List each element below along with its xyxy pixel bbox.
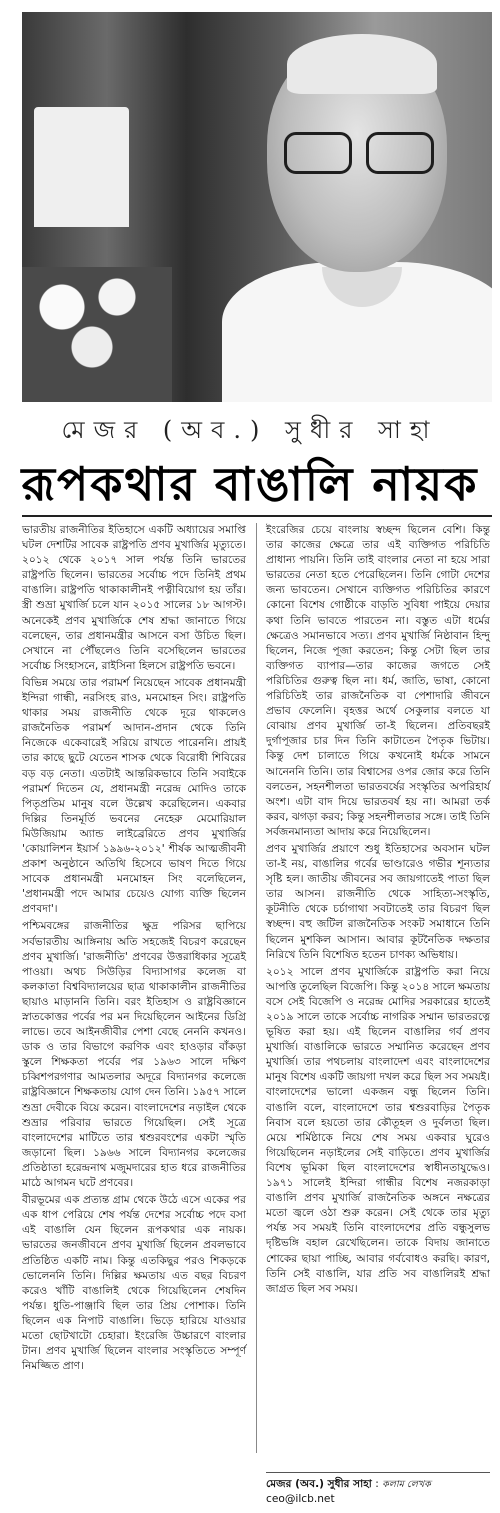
author-box	[266, 1472, 490, 1507]
column-divider	[256, 523, 257, 1453]
author-role: কলাম লেখক	[382, 1479, 431, 1490]
author-email: ceo@ilcb.net	[266, 1493, 335, 1505]
paragraph: ভারতীয় রাজনীতির ইতিহাসে একটি অধ্যায়ের সমাপ্তি ঘটল দেশটির সাবেক রাষ্ট্রপতি প্রণব মুখার্জির মৃত্যুতে। ২০১২ থেকে ২০১৭ সাল পর্যন্ত তিনি ভারতের রাষ্ট্রপতি ছিলেন। ভারতের সর্বোচ্চ পদে তিনিই প্রথম বাঙালি। রাষ্ট্রপতি থাকাকালীনই পত্নীবিয়োগ হয় তাঁর। স্ত্রী শুভ্রা মুখার্জি চলে যান ২০১৫ সালের ১৮ আগস্ট। অনেকেই প্রণব মুখার্জিকে শেষ শ্রদ্ধা জানাতে গিয়ে বলেছেন, তার প্রধানমন্ত্রীর আসনে বসা উচিত ছিল। সেখানে না পৌঁছলেও তিনি বসেছিলেন ভারতের সর্বোচ্চ সিংহাসনে, রাইসিনা হিলসে রাষ্ট্রপতি ভবনে।	[22, 524, 246, 672]
eyeglasses-icon	[284, 132, 434, 170]
author-separator: :	[375, 1478, 383, 1490]
headline-rule	[22, 515, 492, 517]
flower-bouquet-shape	[22, 267, 172, 402]
paragraph: ২০১২ সালে প্রণব মুখার্জিকে রাষ্ট্রপতি করা নিয়ে আপত্তি তুলেছিল বিজেপি। কিন্তু ২০১৪ সালে ক্ষমতায় বসে সেই বিজেপি ও নরেন্দ্র মোদির সরকারের হাতেই ২০১৯ সালে তাকে সর্বোচ্চ নাগরিক সম্মান ভারতরত্নে ভূষিত করা হয়। এই ছিলেন বাঙালির গর্ব প্রণব মুখার্জি। বাঙালিকে ভারতে সম্মানিত করেছেন প্রণব মুখার্জি। তার পথচলায় বাংলাদেশ এবং বাংলাদেশের মানুষ বিশেষ একটি জায়গা দখল করে ছিল সব সময়ই। বাংলাদেশের ভালো একজন বন্ধু ছিলেন তিনি। বাঙালি বলে, বাংলাদেশে তার শ্বশুরবাড়ির পৈতৃক নিবাস বলে হয়তো তার কৌতূহল ও দুর্বলতা ছিল। মেয়ে শর্মিষ্ঠাকে নিয়ে শেষ সময় একবার ঘুরেও গিয়েছিলেন নড়াইলের সেই বাড়িতে। প্রণব মুখার্জির বিশেষ ভূমিকা ছিল বাংলাদেশের স্বাধীনতাযুদ্ধেও। ১৯৭১ সালেই ইন্দিরা গান্ধীর বিশেষ নজরকাড়া বাঙালি প্রণব মুখার্জি রাজনৈতিক অঙ্গনে নক্ষত্রের মতো জ্বলে ওঠা শুরু করেন। সেই থেকে তার মৃত্যু পর্যন্ত সব সময়ই তিনি বাংলাদেশের প্রতি বন্ধুসুলভ দৃষ্টিভঙ্গি বহাল রেখেছিলেন। তাকে বিদায় জানাতে শোকের ছায়া পাচ্ছি, আবার গর্ববোধও করছি। কারণ, তিনি সেই বাঙালি, যার প্রতি সব বাঙালিরই শ্রদ্ধা জাগ্রত ছিল সব সময়।	[266, 965, 490, 1295]
paragraph: বিভিন্ন সময়ে তার পরামর্শ নিয়েছেন সাবেক প্রধানমন্ত্রী ইন্দিরা গান্ধী, নরসিংহ রাও, মনমোহন সিং। রাষ্ট্রপতি থাকার সময় রাজনীতি থেকে দূরে থাকলেও রাজনৈতিক পরামর্শ আদান-প্রদান থেকে তিনি নিজেকে একেবারেই সরিয়ে রাখতে পারেননি। প্রায়ই তার কাছে ছুটে যেতেন শাসক থেকে বিরোধী শিবিরের বড় বড় নেতা। এতটাই আন্তরিকভাবে তিনি সবাইকে পরামর্শ দিতেন যে, প্রধানমন্ত্রী নরেন্দ্র মোদিও তাকে পিতৃপ্রতিম মানুষ বলে উল্লেখ করেছিলেন। একবার দিল্লির তিনমূর্তি ভবনের নেহেরু মেমোরিয়াল মিউজিয়াম অ্যান্ড লাইব্রেরিতে প্রণব মুখার্জির 'কোয়ালিশন ইয়ার্স ১৯৯৬-২০১২' শীর্ষক আত্মজীবনী প্রকাশ অনুষ্ঠানে অতিথি হিসেবে ভাষণ দিতে গিয়ে সাবেক প্রধানমন্ত্রী মনমোহন সিং বলেছিলেন, 'প্রধানমন্ত্রী পদে আমার চেয়েও যোগ্য ব্যক্তি ছিলেন প্রণবদা'।	[22, 676, 246, 916]
article-photo	[22, 12, 492, 402]
article-column-right	[266, 523, 490, 1297]
paragraph: বীরভূমের এক প্রত্যন্ত গ্রাম থেকে উঠে এসে একের পর এক ধাপ পেরিয়ে শেষ পর্যন্ত দেশের সর্বোচ্চ পদে বসা এই বাঙালি যেন ছিলেন রূপকথার এক নায়ক। ভারতের জনজীবনে প্রণব মুখার্জি ছিলেন প্রবলভাবে প্রতিষ্ঠিত একটি নাম। কিন্তু এতকিছুর পরও শিকড়কে ভোলেননি তিনি। দিল্লির ক্ষমতায় এত বছর বিচরণ করেও খাঁটি বাঙালিই থেকে গিয়েছিলেন শেষদিন পর্যন্ত। ধুতি-পাঞ্জাবি ছিল তার প্রিয় পোশাক। তিনি ছিলেন এক নিপাট বাঙালি। ভিড়ে হারিয়ে যাওয়ার মতো ছোটখাটো চেহারা। ইংরেজি উচ্চারণে বাংলার টান। প্রণব মুখার্জি ছিলেন বাংলার সংস্কৃতিতে সম্পূর্ণ নিমজ্জিত প্রাণ।	[22, 1194, 246, 1373]
lamp-shape	[34, 107, 129, 227]
author-name: মেজর (অব.) সুধীর সাহা	[266, 1478, 372, 1490]
portrait-hair-shape	[287, 34, 437, 94]
paragraph: প্রণব মুখার্জির প্রয়াণে শুধু ইতিহাসের অবসান ঘটল তা-ই নয়, বাঙালির গর্বের ভাণ্ডারেও গভীর শূন্যতার সৃষ্টি হল। জাতীয় জীবনের সব জায়গাতেই পাতা ছিল তার আসন। রাজনীতি থেকে সাহিত্য-সংস্কৃতি, কূটনীতি থেকে চর্চাগাথা সবটাতেই তার বিচরণ ছিল স্বচ্ছন্দ। বহু জটিল রাজনৈতিক সংকট সমাধানে তিনি ছিলেন মুশকিল আসান। আবার কূটনৈতিক দক্ষতার নিরিখে তিনি বিশেষিত হতেন চাণক্য অভিধায়।	[266, 842, 490, 961]
byline-top: মেজর (অব.) সুধীর সাহা	[61, 416, 439, 444]
paragraph: পশ্চিমবঙ্গের রাজনীতির ক্ষুদ্র পরিসর ছাপিয়ে সর্বভারতীয় আঙ্গিনায় অতি সহজেই বিচরণ করেছেন প্রণব মুখার্জি। 'রাজনীতি' প্রণবের উত্তরাধিকার সূত্রেই পাওয়া। অথচ সিউড়ির বিদ্যাসাগর কলেজ বা কলকাতা বিশ্ববিদ্যালয়ের ছাত্র থাকাকালীন রাজনীতির ছায়াও মাড়াননি তিনি। বরং ইতিহাস ও রাষ্ট্রবিজ্ঞানে স্নাতকোত্তর পর্বের পর মন দিয়েছিলেন আইনের ডিগ্রি লাভে। তবে আইনজীবীর পেশা বেছে নেননি কখনও। ডাক ও তার বিভাগে করণিক এবং হাওড়ার বাঁকড়া স্কুলে শিক্ষকতা পর্বের পর ১৯৬৩ সালে দক্ষিণ চব্বিশপরগণার আমতলার অদূরে বিদ্যানগর কলেজে রাষ্ট্রবিজ্ঞানে শিক্ষকতায় যোগ দেন তিনি। ১৯৫৭ সালে শুভ্রা দেবীকে বিয়ে করেন। বাংলাদেশের নড়াইল থেকে শুভ্রার পরিবার ভারতে গিয়েছিল। সেই সূত্রে বাংলাদেশের মাটিতে তার শ্বশুরবংশের একটা স্মৃতি জড়ানো ছিল। ১৯৬৬ সালে বিদ্যানগর কলেজের প্রতিষ্ঠাতা হরেন্দ্রনাথ মজুমদারের হাত ধরে রাজনীতির মাঠে আগমন ঘটে প্রণবের।	[22, 920, 246, 1190]
author-line	[266, 1477, 490, 1492]
paragraph: ইংরেজির চেয়ে বাংলায় স্বচ্ছন্দ ছিলেন বেশি। কিন্তু তার কাজের ক্ষেত্রে তার এই ব্যক্তিগত পরিচিতি প্রাধান্য পায়নি। তিনি তাই বাংলার নেতা না হয়ে সারা ভারতের নেতা হতে পেরেছিলেন। তিনি গোটা দেশের জন্য ভাবতেন। সেখানে ব্যক্তিগত পরিচিতির কারণে কোনো বিশেষ গোষ্ঠীকে বাড়তি সুবিধা পাইয়ে দেয়ার কথা তিনি ভাবতে পারতেন না। বস্তুত এটা ধর্মের ক্ষেত্রেও সমানভাবে সত্য। প্রণব মুখার্জি নিষ্ঠাবান হিন্দু ছিলেন, নিজে পূজা করতেন; কিন্তু সেটা ছিল তার ব্যক্তিগত ব্যাপার—তার কাজের জগতে সেই পরিচিতির গুরুত্ব ছিল না। ধর্ম, জাতি, ভাষা, কোনো পরিচিতিই তার রাজনৈতিক বা পেশাদারি জীবনে প্রভাব ফেলেনি। বৃহত্তর অর্থে সেকুলার বলতে যা বোঝায় প্রণব মুখার্জি তা-ই ছিলেন। প্রতিবছরই দুর্গাপূজার চার দিন তিনি কাটাতেন পৈতৃক ভিটায়। কিন্তু দেশ চালাতে গিয়ে কখনোই ধর্মকে সামনে আনেননি তিনি। তার বিশ্বাসের ওপর জোর করে তিনি বলতেন, সহনশীলতা ভারতবর্ষের সংস্কৃতির অপরিহার্য অংশ। এটা বাদ দিয়ে ভারতবর্ষ হয় না। আমরা তর্ক করব, ঝগড়া করব; কিন্তু সহনশীলতার সঙ্গে। তাই তিনি সর্বজনমান্যতা আদায় করে নিয়েছিলেন।	[266, 524, 490, 838]
headline: রূপকথার বাঙালি নায়ক	[21, 457, 479, 511]
article-column-left	[22, 523, 246, 1374]
